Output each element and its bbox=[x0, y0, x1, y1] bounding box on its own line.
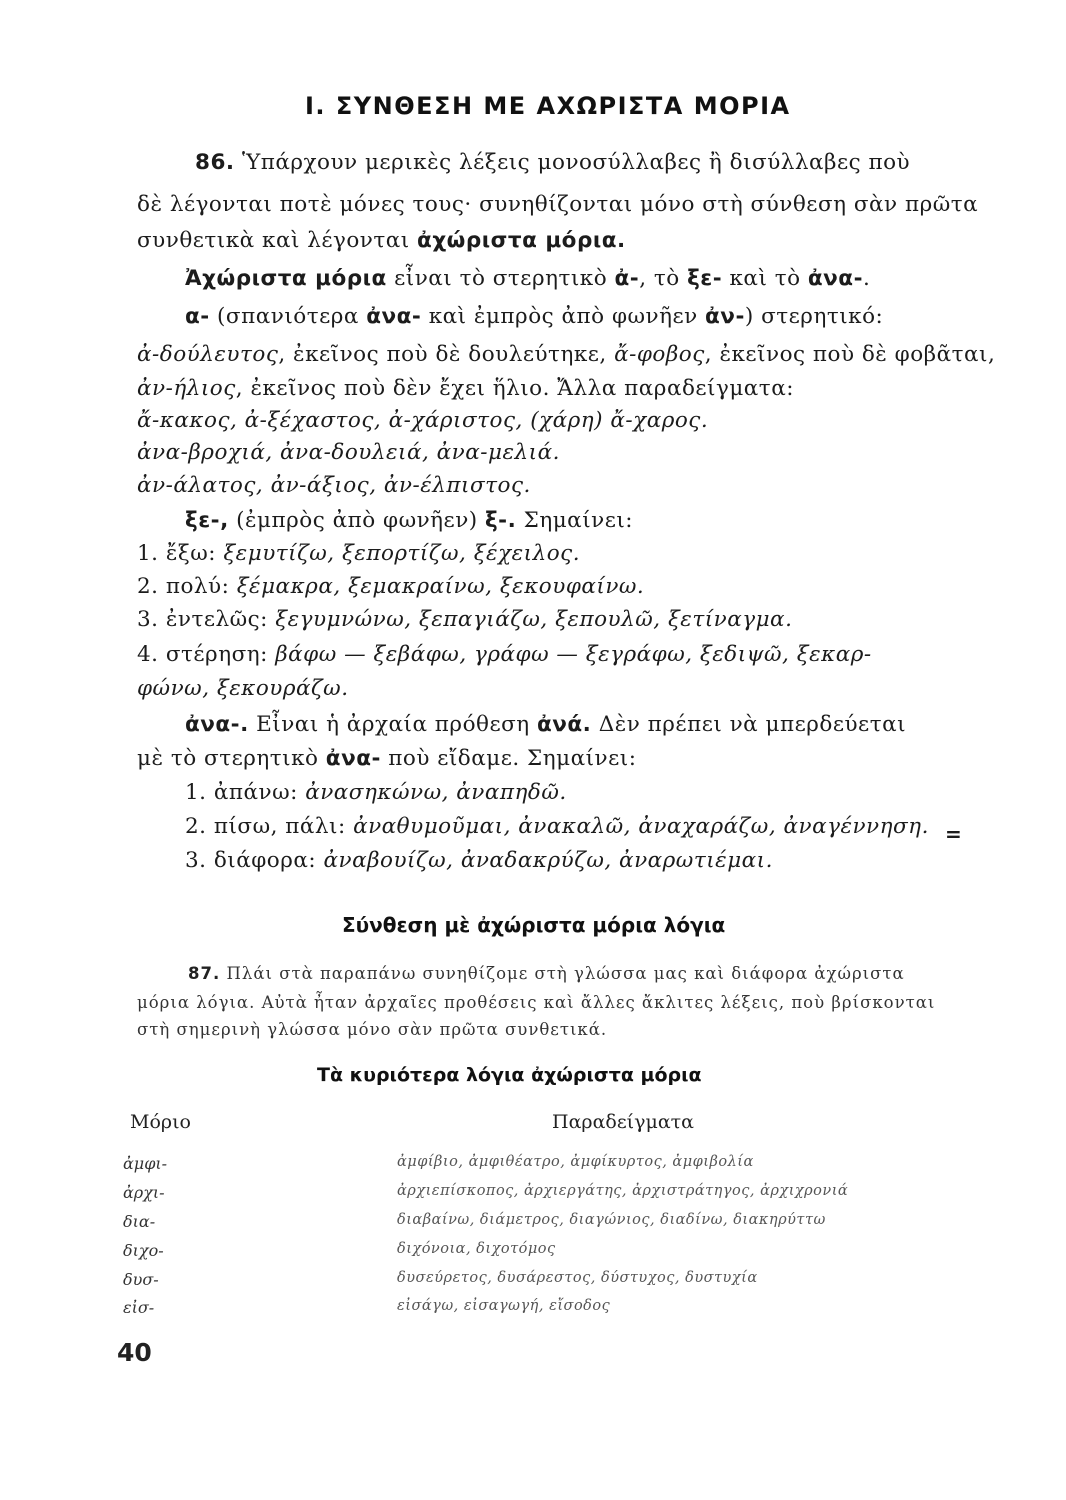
table-header-examples: Παραδείγματα bbox=[552, 1111, 695, 1133]
table-cell-examples: ἀρχιεπίσκοπος, ἀρχιεργάτης, ἀρχιστράτηγος, ἀρχιχρονιά bbox=[397, 1183, 849, 1199]
p87-line-3: στὴ σημερινὴ γλώσσα μόνο σὰν πρῶτα συνθετικά. bbox=[137, 1020, 608, 1039]
p87-line-2: μόρια λόγια. Αὐτὰ ἦταν ἀρχαῖες προθέσεις καὶ ἄλλες ἄκλιτες λέξεις, ποὺ βρίσκονται bbox=[137, 993, 936, 1012]
p86-line-15: 4. στέρηση: βάφω — ξεβάφω, γράφω — ξεγράφω, ξεδιψῶ, ξεκαρ- bbox=[137, 642, 872, 667]
p86-line-13: 2. πολύ: ξέμακρα, ξεμακραίνω, ξεκουφαίνω. bbox=[137, 574, 645, 599]
table-cell-morio: δια- bbox=[123, 1212, 156, 1231]
p86-line-2: δὲ λέγονται ποτὲ μόνες τους· συνηθίζονται μόνο στὴ σύνθεση σὰν πρῶτα bbox=[137, 192, 979, 217]
table-cell-morio: εἰσ- bbox=[123, 1298, 155, 1317]
p86-line-5: α- (σπανιότερα ἀνα- καὶ ἐμπρὸς ἀπὸ φωνῆεν ἀν-) στερητικό: bbox=[185, 304, 884, 329]
term-achorista-moria: ἀχώριστα μόρια. bbox=[417, 228, 626, 253]
p87-number: 87. bbox=[188, 964, 221, 983]
p86-line-18: μὲ τὸ στερητικὸ ἀνα- ποὺ εἴδαμε. Σημαίνει: bbox=[137, 746, 637, 771]
p86-line-1-text: Ὑπάρχουν μερικὲς λέξεις μονοσύλλαβες ἢ δισύλλαβες ποὺ bbox=[241, 150, 911, 175]
p86-line-1 bbox=[195, 150, 910, 175]
p86-line-21: 3. διάφορα: ἀναβουίζω, ἀναδακρύζω, ἀναρωτιέμαι. bbox=[185, 848, 773, 873]
p86-line-17: ἀνα-. Εἶναι ἡ ἀρχαία πρόθεση ἀνά. Δὲν πρέπει νὰ μπερδεύεται bbox=[185, 712, 907, 737]
p86-number: 86. bbox=[195, 150, 235, 175]
chapter-heading: Ι. ΣΥΝΘΕΣΗ ΜΕ ΑΧΩΡΙΣΤΑ ΜΟΡΙΑ bbox=[305, 92, 791, 120]
continuation-mark: = bbox=[945, 822, 962, 846]
table-header-morio: Μόριο bbox=[130, 1111, 191, 1133]
p86-line-11: ξε-, (ἐμπρὸς ἀπὸ φωνῆεν) ξ-. Σημαίνει: bbox=[185, 508, 634, 533]
table-cell-examples: εἰσάγω, εἰσαγωγή, εἴσοδος bbox=[397, 1298, 611, 1314]
table-cell-morio: ἀρχι- bbox=[123, 1183, 165, 1202]
p86-line-16: φώνω, ξεκουράζω. bbox=[137, 676, 349, 701]
p86-line-19: 1. ἀπάνω: ἀνασηκώνω, ἀναπηδῶ. bbox=[185, 780, 567, 805]
table-cell-examples: δυσεύρετος, δυσάρεστος, δύστυχος, δυστυχία bbox=[397, 1270, 758, 1286]
table-cell-morio: δυσ- bbox=[123, 1270, 159, 1289]
table-cell-morio: διχο- bbox=[123, 1241, 164, 1260]
table-title: Τὰ κυριότερα λόγια ἀχώριστα μόρια bbox=[317, 1064, 702, 1086]
p87-line-1: 87. Πλάι στὰ παραπάνω συνηθίζομε στὴ γλώσσα μας καὶ διάφορα ἀχώριστα bbox=[188, 964, 905, 983]
p86-line-3: συνθετικὰ καὶ λέγονται ἀχώριστα μόρια. bbox=[137, 228, 626, 253]
table-cell-examples: διαβαίνω, διάμετρος, διαγώνιος, διαδίνω, διακηρύττω bbox=[397, 1212, 826, 1228]
p86-line-14: 3. ἐντελῶς: ξεγυμνώνω, ξεπαγιάζω, ξεπουλῶ, ξετίναγμα. bbox=[137, 607, 793, 632]
p86-line-8: ἄ-κακος, ἀ-ξέχαστος, ἀ-χάριστος, (χάρη) ἄ-χαρος. bbox=[137, 408, 709, 433]
p86-line-12: 1. ἔξω: ξεμυτίζω, ξεπορτίζω, ξέχειλος. bbox=[137, 541, 581, 566]
page-number: 40 bbox=[117, 1338, 152, 1367]
p86-line-6: ἀ-δούλευτος, ἐκεῖνος ποὺ δὲ δουλεύτηκε, ἄ-φοβος, ἐκεῖνος ποὺ δὲ φοβᾶται, bbox=[137, 342, 996, 367]
p86-line-9: ἀνα-βροχιά, ἀνα-δουλειά, ἀνα-μελιά. bbox=[137, 440, 560, 465]
p86-line-10: ἀν-άλατος, ἀν-άξιος, ἀν-έλπιστος. bbox=[137, 473, 531, 498]
table-cell-examples: διχόνοια, διχοτόμος bbox=[397, 1241, 556, 1257]
table-cell-examples: ἀμφίβιο, ἀμφιθέατρο, ἀμφίκυρτος, ἀμφιβολία bbox=[397, 1154, 754, 1170]
p86-line-4: Ἀχώριστα μόρια εἶναι τὸ στερητικὸ ἀ-, τὸ ξε- καὶ τὸ ἀνα-. bbox=[185, 266, 871, 291]
table-cell-morio: ἀμφι- bbox=[123, 1154, 168, 1173]
p86-line-20: 2. πίσω, πάλι: ἀναθυμοῦμαι, ἀνακαλῶ, ἀναχαράζω, ἀναγέννηση. bbox=[185, 814, 929, 839]
section-subheading: Σύνθεση μὲ ἀχώριστα μόρια λόγια bbox=[342, 913, 726, 937]
p86-line-7: ἀν-ήλιος, ἐκεῖνος ποὺ δὲν ἔχει ἥλιο. Ἄλλα παραδείγματα: bbox=[137, 376, 794, 401]
